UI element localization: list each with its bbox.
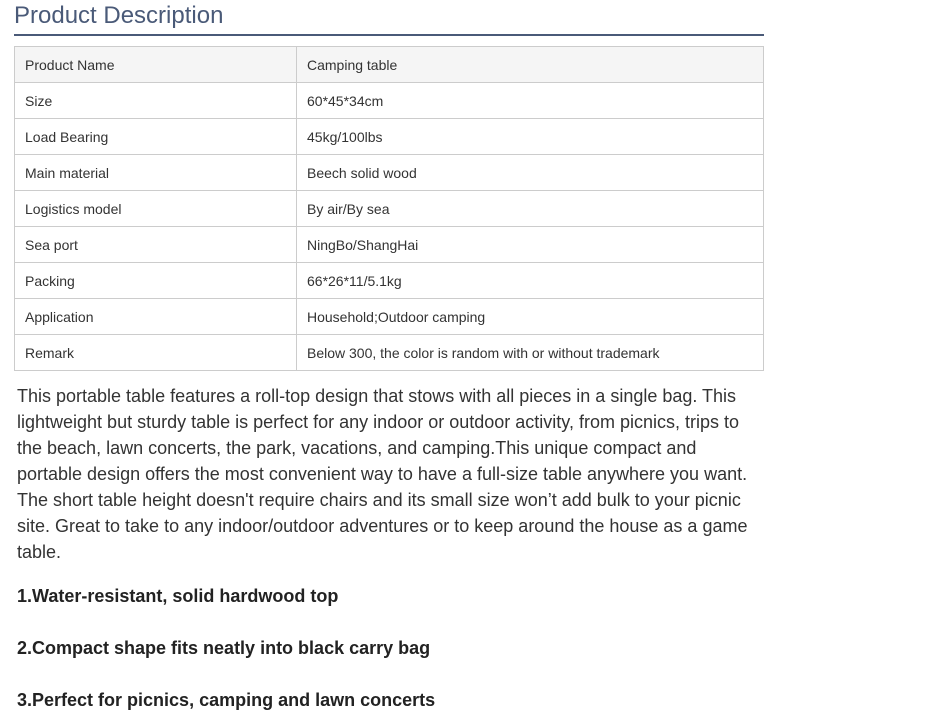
spec-value: 60*45*34cm bbox=[297, 83, 764, 119]
table-row bbox=[15, 191, 764, 227]
spec-value: By air/By sea bbox=[297, 191, 764, 227]
spec-value: NingBo/ShangHai bbox=[297, 227, 764, 263]
spec-label: Product Name bbox=[15, 47, 297, 83]
table-row bbox=[15, 47, 764, 83]
feature-item: 3.Perfect for picnics, camping and lawn concerts bbox=[17, 690, 436, 710]
feature-item: 2.Compact shape fits neatly into black carry bag bbox=[17, 638, 431, 658]
table-row bbox=[15, 155, 764, 191]
spec-value: Beech solid wood bbox=[297, 155, 764, 191]
section-title: Product Description bbox=[14, 2, 224, 29]
product-description-section bbox=[14, 0, 764, 713]
spec-value: Camping table bbox=[297, 47, 764, 83]
spec-label: Load Bearing bbox=[15, 119, 297, 155]
spec-value: Household;Outdoor camping bbox=[297, 299, 764, 335]
table-row bbox=[15, 263, 764, 299]
spec-label: Remark bbox=[15, 335, 297, 371]
spec-label: Sea port bbox=[15, 227, 297, 263]
table-row bbox=[15, 119, 764, 155]
spec-label: Packing bbox=[15, 263, 297, 299]
table-row bbox=[15, 83, 764, 119]
product-description-paragraph: This portable table features a roll-top design that stows with all pieces in a single bag. This lightweight but sturdy table is perfect for any indoor or outdoor activity, from picnics, trips to the beach, lawn concerts, the park, vacations, and camping.This unique compact and portable design offers the most convenient way to have a full-size table anywhere you want. The short table height doesn't require chairs and its small size won’t add bulk to your picnic site. Great to take to any indoor/outdoor adventures or to keep around the house as a game table. bbox=[17, 386, 748, 562]
spec-value: 45kg/100lbs bbox=[297, 119, 764, 155]
feature-item: 1.Water-resistant, solid hardwood top bbox=[17, 586, 339, 606]
spec-label: Application bbox=[15, 299, 297, 335]
table-row bbox=[15, 299, 764, 335]
spec-value: 66*26*11/5.1kg bbox=[297, 263, 764, 299]
table-row bbox=[15, 335, 764, 371]
spec-label: Logistics model bbox=[15, 191, 297, 227]
spec-label: Main material bbox=[15, 155, 297, 191]
spec-table bbox=[14, 46, 764, 371]
spec-label: Size bbox=[15, 83, 297, 119]
title-divider bbox=[14, 34, 764, 36]
spec-value: Below 300, the color is random with or without trademark bbox=[297, 335, 764, 371]
table-row bbox=[15, 227, 764, 263]
